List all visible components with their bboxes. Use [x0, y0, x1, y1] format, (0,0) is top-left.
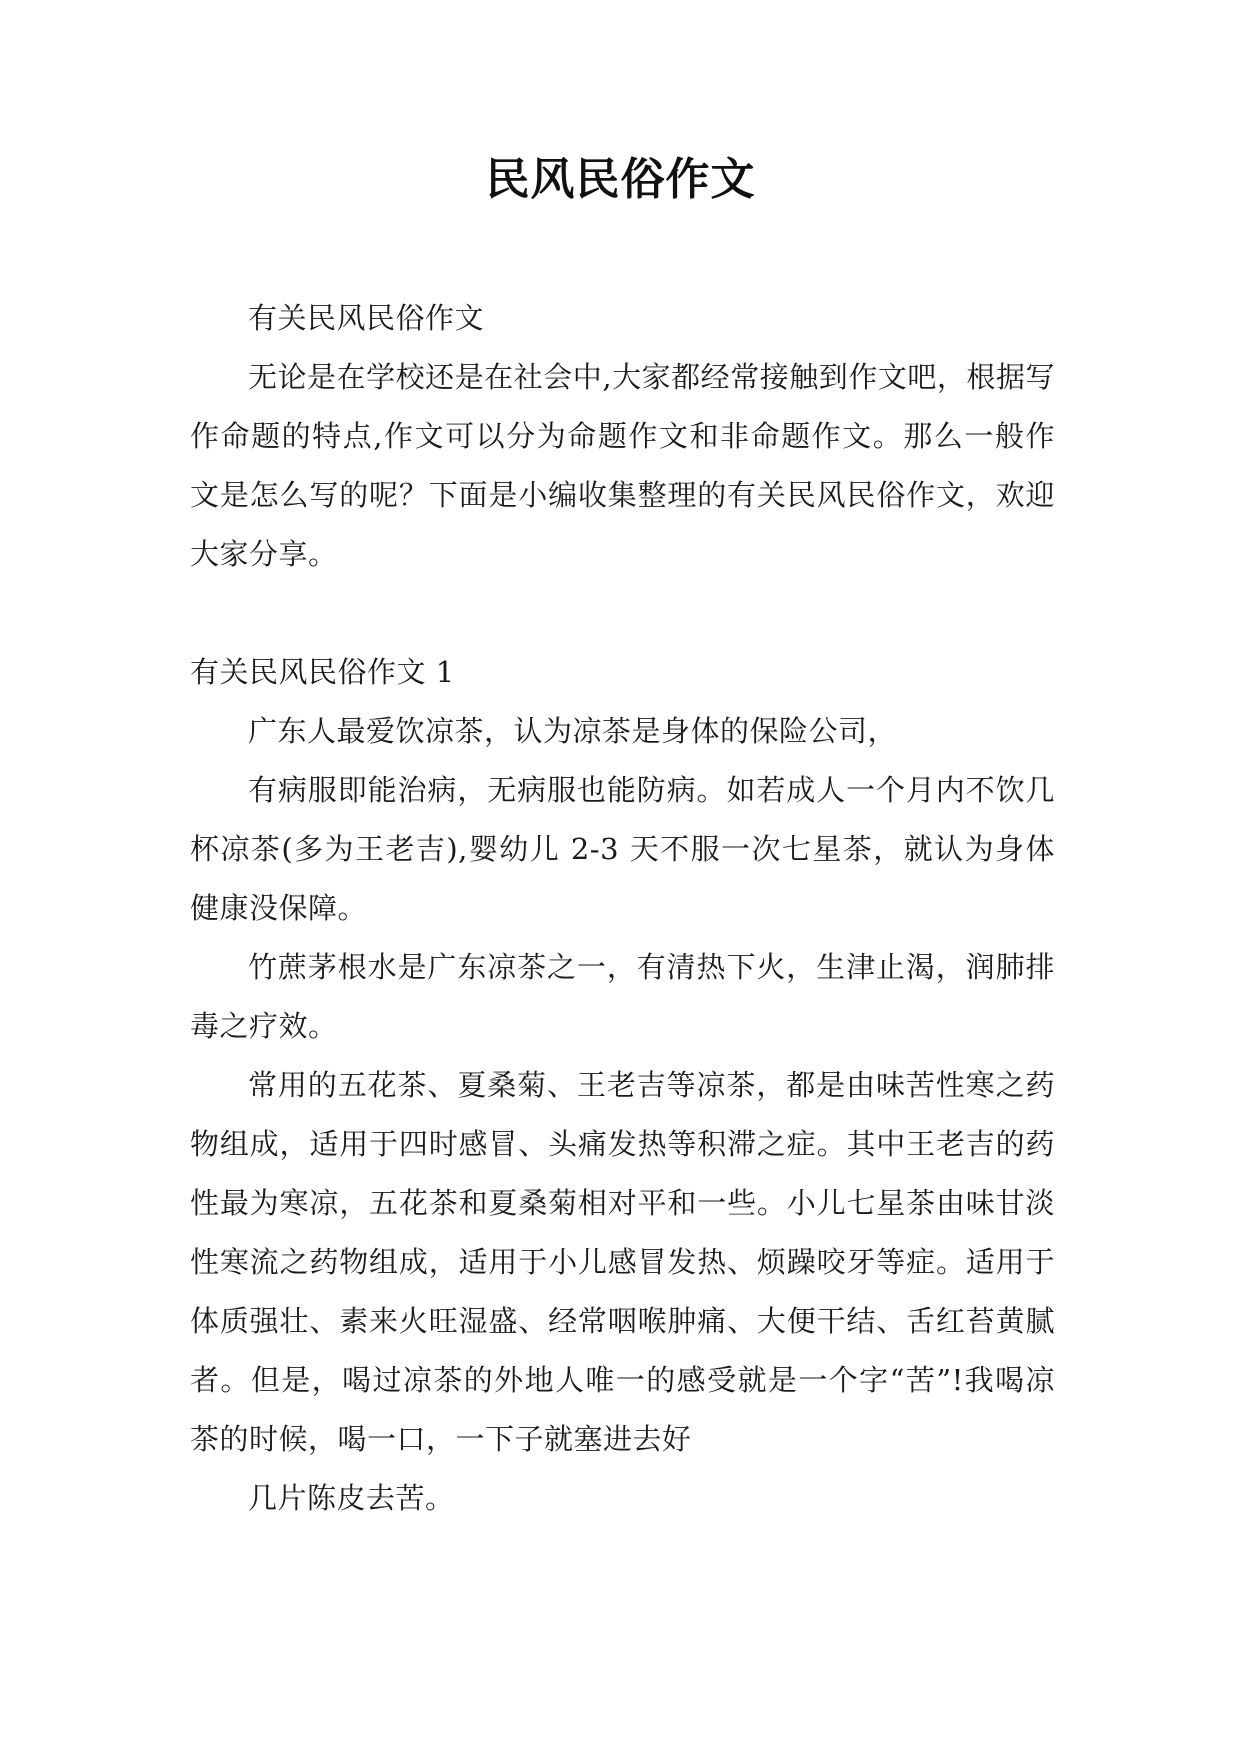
body-paragraph-4: 常用的五花茶、夏桑菊、王老吉等凉茶，都是由味苦性寒之药物组成，适用于四时感冒、头痛发热等积滞之症。其中王老吉的药性最为寒凉，五花茶和夏桑菊相对平和一些。小儿七星茶由味甘淡性寒流之药物组成，适用于小儿感冒发热、烦躁咬牙等症。适用于体质强壮、素来火旺湿盛、经常咽喉肿痛、大便干结、舌红苔黄腻者。但是，喝过凉茶的外地人唯一的感受就是一个字“苦”!我喝凉茶的时候，喝一口，一下子就塞进去好	[190, 1068, 1055, 1456]
body-paragraph-3: 竹蔗茅根水是广东凉茶之一，有清热下火，生津止渴，润肺排毒之疗效。	[190, 950, 1055, 1043]
body-paragraph-2: 有病服即能治病，无病服也能防病。如若成人一个月内不饮几杯凉茶(多为王老吉),婴幼儿 2-3 天不服一次七星茶，就认为身体健康没保障。	[190, 773, 1055, 925]
section-heading: 有关民风民俗作文 1	[190, 655, 455, 689]
document-title: 民风民俗作文	[485, 154, 756, 205]
paragraph-spacer	[190, 584, 1055, 643]
document-body	[190, 289, 1055, 1528]
intro-paragraph: 无论是在学校还是在社会中,大家都经常接触到作文吧，根据写作命题的特点,作文可以分为命题作文和非命题作文。那么一般作文是怎么写的呢？下面是小编收集整理的有关民风民俗作文，欢迎大家分享。	[190, 360, 1055, 571]
body-paragraph-1: 广东人最爱饮凉茶，认为凉茶是身体的保险公司，	[248, 714, 898, 748]
intro-heading: 有关民风民俗作文	[248, 301, 485, 335]
body-paragraph-5: 几片陈皮去苦。	[248, 1481, 455, 1515]
